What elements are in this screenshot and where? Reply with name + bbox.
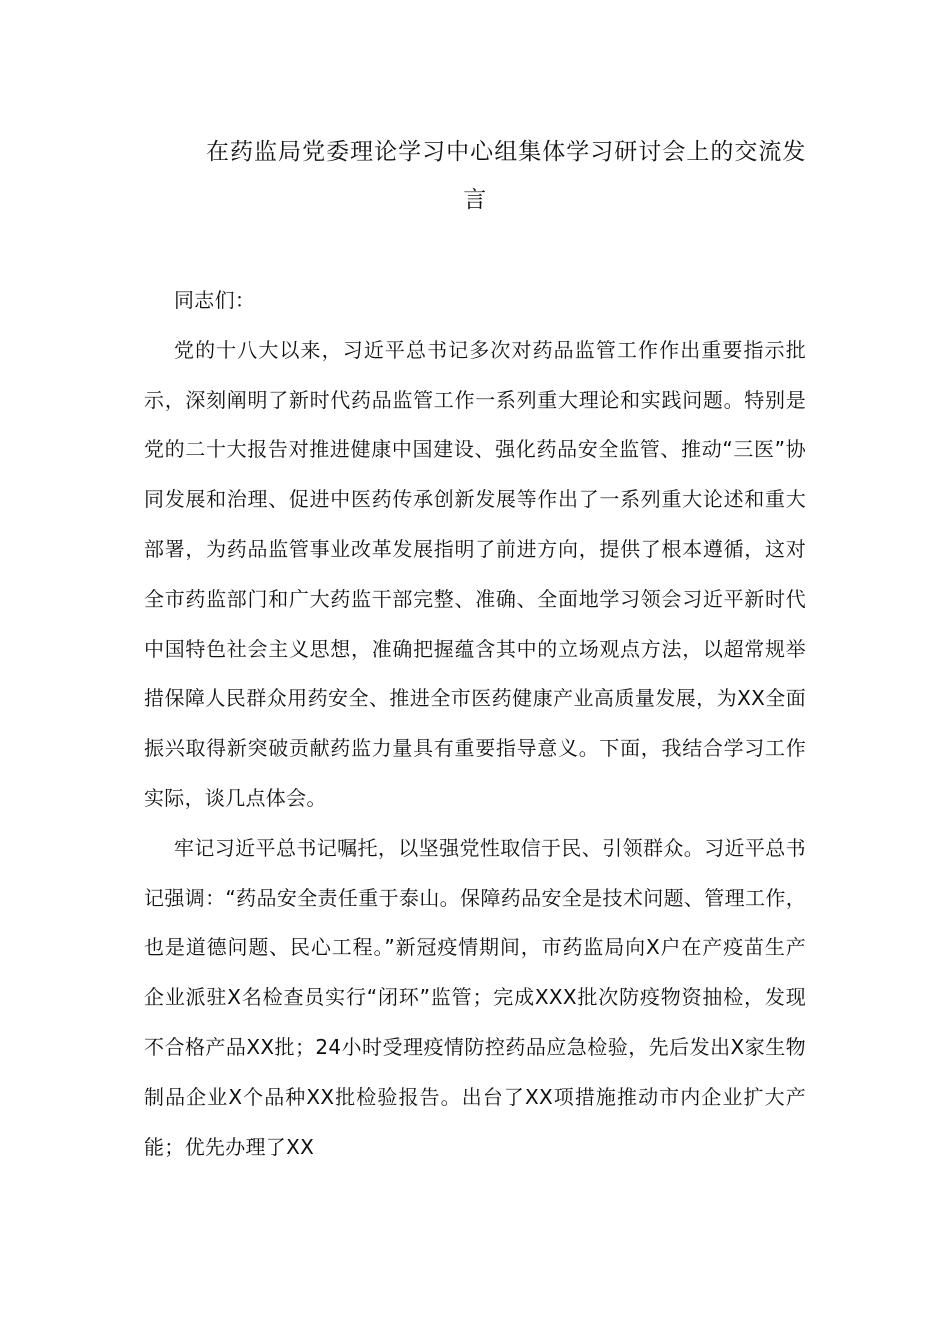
paragraph-1: 党的十八大以来，习近平总书记多次对药品监管工作作出重要指示批示，深刻阐明了新时代药品监管工作一系列重大理论和实践问题。特别是党的二十大报告对推进健康中国建设、强化药品安全监管、推动“三医”协同发展和治理、促进中医药传承创新发展等作出了一系列重大论述和重大部署，为药品监管事业改革发展指明了前进方向，提供了根本遵循，这对全市药监部门和广大药监干部完整、准确、全面地学习领会习近平新时代中国特色社会主义思想，准确把握蕴含其中的立场观点方法，以超常规举措保障人民群众用药安全、推进全市医药健康产业高质量发展，为XX全面振兴取得新突破贡献药监力量具有重要指导意义。下面，我结合学习工作实际，谈几点体会。	[144, 337, 806, 810]
paragraph-2: 牢记习近平总书记嘱托，以坚强党性取信于民、引领群众。习近平总书记强调：“药品安全责任重于泰山。保障药品安全是技术问题、管理工作，也是道德问题、民心工程。”新冠疫情期间，市药监局向X户在产疫苗生产企业派驻X名检查员实行“闭环”监管；完成XXX批次防疫物资抽检，发现不合格产品XX批；24小时受理疫情防控药品应急检验，先后发出X家生物制品企业X个品种XX批检验报告。出台了XX项措施推动市内企业扩大产能；优先办理了XX	[144, 835, 806, 1159]
document-title: 在药监局党委理论学习中心组集体学习研讨会上的交流发言	[206, 139, 806, 213]
document-body	[144, 276, 806, 1172]
salutation: 同志们：	[174, 288, 256, 312]
